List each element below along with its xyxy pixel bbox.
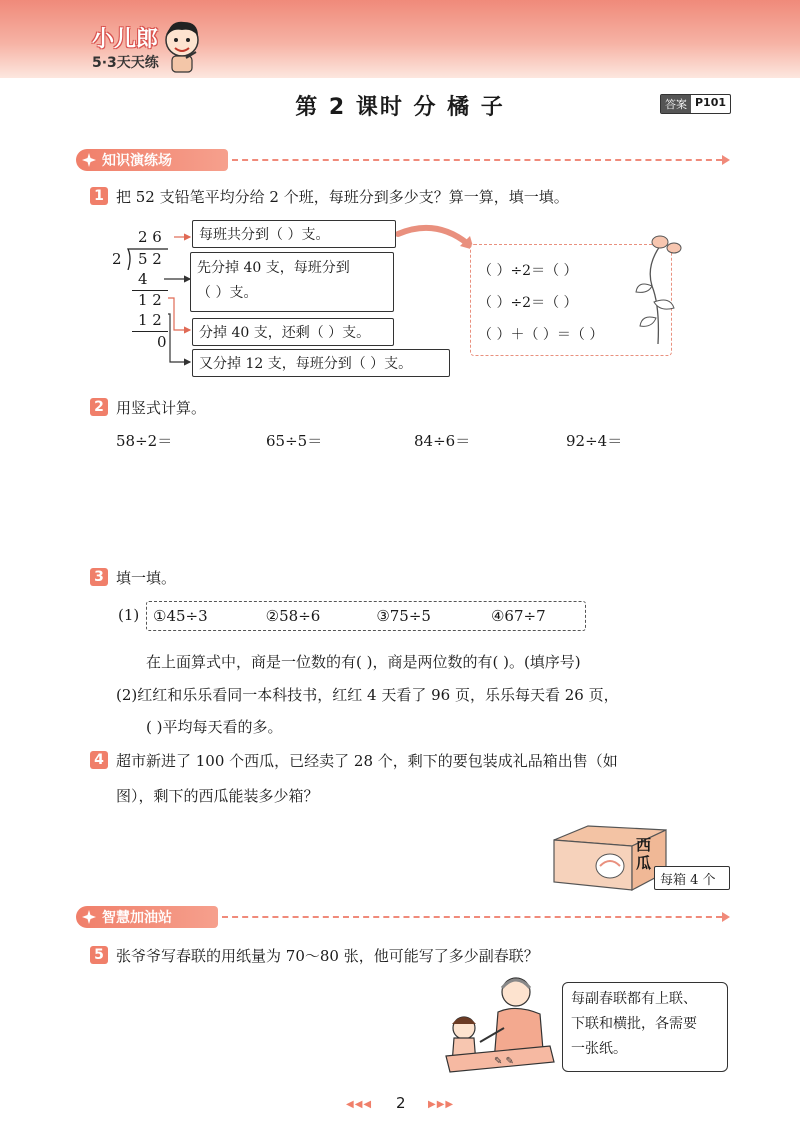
answer-label: 答案 — [661, 95, 691, 113]
division-remainder-1: 1 2 — [138, 291, 162, 309]
options-box — [146, 601, 586, 631]
speech-bubble — [562, 982, 728, 1072]
section-practice — [76, 149, 228, 171]
question-1-text: 把 52 支铅笔平均分给 2 个班，每班分到多少支？算一算，填一填。 — [116, 188, 569, 206]
page-number: 2 — [396, 1094, 406, 1112]
answer-page: P101 — [695, 96, 727, 109]
svg-text:✎ ✎: ✎ ✎ — [494, 1056, 514, 1067]
pager-next-arrows: ▶▶▶ — [428, 1099, 455, 1110]
section-practice-label: 知识演练场 — [102, 153, 172, 169]
division-step-2: 1 2 — [138, 311, 162, 329]
explain-box-1-text: 每班共分到（ ）支。 — [199, 227, 330, 243]
question-4-line-1: 超市新进了 100 个西瓜，已经卖了 28 个，剩下的要包装成礼品箱出售（如 — [116, 752, 618, 770]
part-2-line-2: ( )平均每天看的多。 — [146, 718, 283, 736]
question-3-text: 填一填。 — [116, 569, 177, 587]
question-5-text: 张爷爷写春联的用纸量为 70～80 张，他可能写了多少副春联？ — [116, 947, 539, 965]
division-quotient: 2 6 — [138, 228, 162, 246]
division-step-1: 4 — [138, 270, 148, 288]
part-1-question: 在上面算式中，商是一位数的有( )，商是两位数的有( )。(填序号) — [146, 653, 581, 671]
arrow-right-icon — [722, 155, 730, 165]
bubble-line-2: 下联和横批，各需要 — [571, 1016, 697, 1032]
equation-line-3: （ ）＋（ ）＝（ ） — [478, 327, 604, 343]
section-divider — [232, 159, 722, 161]
part-2-line-1: (2)红红和乐乐看同一本科技书，红红 4 天看了 96 页，乐乐每天看 26 页， — [116, 686, 619, 704]
question-number-2: 2 — [90, 398, 108, 416]
explain-box-4 — [192, 349, 450, 377]
lesson-title: 第 2 课时 分 橘 子 — [295, 95, 505, 120]
section-divider — [222, 916, 722, 918]
calc-item-4: 92÷4＝ — [566, 432, 623, 450]
star-burst-icon — [82, 153, 96, 167]
division-remainder-2: 0 — [157, 333, 167, 351]
arrow-right-icon — [722, 912, 730, 922]
brand-logo: 小儿郎 — [92, 27, 159, 52]
division-dividend: 5 2 — [138, 250, 162, 268]
division-divisor: 2 — [112, 250, 122, 268]
watermelon-box-tag: 每箱 4 个 — [654, 866, 730, 890]
question-number-5: 5 — [90, 946, 108, 964]
calc-item-2: 65÷5＝ — [266, 432, 323, 450]
section-challenge — [76, 906, 218, 928]
calc-item-1: 58÷2＝ — [116, 432, 173, 450]
answer-tag — [660, 94, 731, 114]
option-4: ④67÷7 — [490, 607, 546, 625]
explain-box-2-line-1: 先分掉 40 支，每班分到 — [197, 260, 350, 276]
question-number-3: 3 — [90, 568, 108, 586]
equation-line-1: （ ）÷2＝（ ） — [478, 263, 578, 279]
bubble-line-3: 一张纸。 — [571, 1041, 627, 1057]
pager-prev-arrows: ◀◀◀ — [346, 1099, 373, 1110]
explain-box-3 — [192, 318, 394, 346]
star-burst-icon — [82, 910, 96, 924]
plant-decoration-icon — [630, 226, 690, 346]
explain-box-3-text: 分掉 40 支，还剩（ ）支。 — [199, 325, 371, 341]
option-1: ①45÷3 — [153, 607, 208, 625]
brand-subtitle: 5·3天天练 — [92, 55, 159, 71]
explain-box-2 — [190, 252, 394, 312]
option-2: ②58÷6 — [265, 607, 321, 625]
explain-box-4-text: 又分掉 12 支，每班分到（ ）支。 — [199, 356, 413, 372]
explain-box-2-line-2: （ ）支。 — [197, 285, 258, 301]
question-number-4: 4 — [90, 751, 108, 769]
equation-line-2: （ ）÷2＝（ ） — [478, 295, 578, 311]
question-number-1: 1 — [90, 187, 108, 205]
section-challenge-label: 智慧加油站 — [102, 910, 172, 926]
option-3: ③75÷5 — [376, 607, 431, 625]
grandpa-child-illustration — [430, 972, 564, 1080]
question-4-line-2: 图），剩下的西瓜能装多少箱？ — [116, 787, 319, 805]
part-1-label: (1) — [118, 606, 140, 624]
question-2-text: 用竖式计算。 — [116, 399, 207, 417]
explain-box-1 — [192, 220, 396, 248]
mascot-icon — [160, 18, 204, 74]
calc-item-3: 84÷6＝ — [414, 432, 471, 450]
curved-arrow-icon — [396, 222, 476, 252]
watermelon-box-label: 西瓜 — [636, 836, 652, 872]
bubble-line-1: 每副春联都有上联、 — [571, 991, 697, 1007]
